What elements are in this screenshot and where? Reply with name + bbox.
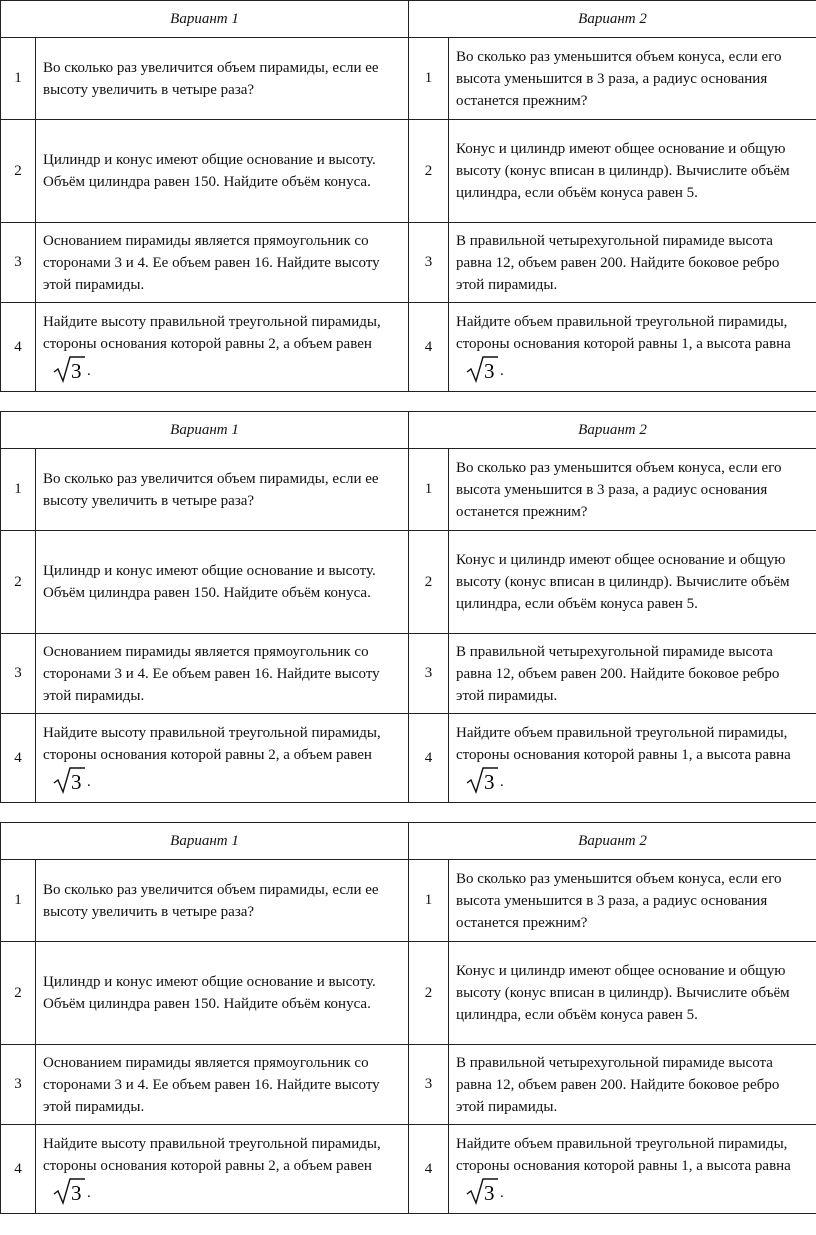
- variant2-task-text: Во сколько раз уменьшится объем конуса, если его высота уменьшится в 3 раза, а радиус основания останется прежним?: [449, 449, 816, 531]
- sqrt-formula: [53, 355, 85, 383]
- variant1-header: Вариант 1: [1, 1, 409, 38]
- task-row: [1, 634, 816, 714]
- task-number: 2: [409, 531, 449, 634]
- task-number: 3: [409, 1045, 449, 1125]
- task-row: [1, 860, 816, 942]
- variant2-task-cell: [449, 303, 816, 392]
- sqrt-formula: [53, 1177, 85, 1205]
- variant1-task-cell: [36, 1125, 409, 1214]
- variant1-header: Вариант 1: [1, 823, 409, 860]
- variant1-task-text: Найдите высоту правильной треугольной пирамиды, стороны основания которой равны 2, а объем равен: [43, 725, 381, 763]
- task-number: 3: [409, 634, 449, 714]
- task-number: 3: [409, 223, 449, 303]
- header-row: [1, 412, 816, 449]
- sentence-end: .: [87, 363, 91, 379]
- sentence-end: .: [500, 774, 504, 790]
- variant2-task-text: Конус и цилиндр имеют общее основание и общую высоту (конус вписан в цилиндр). Вычислите объём цилиндра, если объём конуса равен 5.: [449, 942, 816, 1045]
- task-row: [1, 449, 816, 531]
- task-number: 3: [1, 1045, 36, 1125]
- variant2-header: Вариант 2: [409, 1, 816, 38]
- variant1-task-text: Цилиндр и конус имеют общие основание и высоту. Объём цилиндра равен 150. Найдите объём конуса.: [36, 120, 409, 223]
- task-number: 3: [1, 223, 36, 303]
- sqrt-formula: [466, 766, 498, 794]
- task-row: [1, 223, 816, 303]
- task-number: 2: [1, 531, 36, 634]
- sentence-end: .: [87, 774, 91, 790]
- task-number: 1: [1, 449, 36, 531]
- variant1-task-text: Цилиндр и конус имеют общие основание и высоту. Объём цилиндра равен 150. Найдите объём конуса.: [36, 942, 409, 1045]
- variant-table: [0, 822, 816, 1214]
- variant1-task-text: Основанием пирамиды является прямоугольник со сторонами 3 и 4. Ее объем равен 16. Найдите высоту этой пирамиды.: [36, 1045, 409, 1125]
- task-row: [1, 714, 816, 803]
- task-number: 2: [1, 120, 36, 223]
- variant2-task-text: Во сколько раз уменьшится объем конуса, если его высота уменьшится в 3 раза, а радиус основания останется прежним?: [449, 38, 816, 120]
- task-row: [1, 1125, 816, 1214]
- header-row: [1, 823, 816, 860]
- variant1-task-text: Найдите высоту правильной треугольной пирамиды, стороны основания которой равны 2, а объем равен: [43, 314, 381, 352]
- task-row: [1, 120, 816, 223]
- sentence-end: .: [500, 1185, 504, 1201]
- header-row: [1, 1, 816, 38]
- sqrt-radicand: 3: [484, 359, 495, 383]
- sqrt-radicand: 3: [484, 770, 495, 794]
- variant2-task-text: Найдите объем правильной треугольной пирамиды, стороны основания которой равны 1, а высота равна: [456, 725, 791, 763]
- task-row: [1, 38, 816, 120]
- variant1-header: Вариант 1: [1, 412, 409, 449]
- task-number: 2: [409, 120, 449, 223]
- variant2-header: Вариант 2: [409, 823, 816, 860]
- task-number: 4: [1, 303, 36, 392]
- variant-table: [0, 411, 816, 803]
- variant2-header: Вариант 2: [409, 412, 816, 449]
- task-number: 1: [409, 38, 449, 120]
- variant2-task-text: Конус и цилиндр имеют общее основание и общую высоту (конус вписан в цилиндр). Вычислите объём цилиндра, если объём конуса равен 5.: [449, 120, 816, 223]
- sentence-end: .: [500, 363, 504, 379]
- task-row: [1, 1045, 816, 1125]
- variant-table: [0, 0, 816, 392]
- sqrt-formula: [466, 355, 498, 383]
- variant1-task-text: Найдите высоту правильной треугольной пирамиды, стороны основания которой равны 2, а объем равен: [43, 1136, 381, 1174]
- sqrt-radicand: 3: [484, 1181, 495, 1205]
- variant2-task-text: Конус и цилиндр имеют общее основание и общую высоту (конус вписан в цилиндр). Вычислите объём цилиндра, если объём конуса равен 5.: [449, 531, 816, 634]
- task-number: 1: [1, 38, 36, 120]
- variant2-task-text: Найдите объем правильной треугольной пирамиды, стороны основания которой равны 1, а высота равна: [456, 314, 791, 352]
- variant2-task-text: Найдите объем правильной треугольной пирамиды, стороны основания которой равны 1, а высота равна: [456, 1136, 791, 1174]
- sentence-end: .: [87, 1185, 91, 1201]
- sqrt-formula: [466, 1177, 498, 1205]
- variant2-task-text: В правильной четырехугольной пирамиде высота равна 12, объем равен 200. Найдите боковое ребро этой пирамиды.: [449, 223, 816, 303]
- variant1-task-cell: [36, 303, 409, 392]
- task-number: 4: [409, 1125, 449, 1214]
- task-number: 3: [1, 634, 36, 714]
- variant1-task-text: Во сколько раз увеличится объем пирамиды, если ее высоту увеличить в четыре раза?: [36, 38, 409, 120]
- variant2-task-text: В правильной четырехугольной пирамиде высота равна 12, объем равен 200. Найдите боковое ребро этой пирамиды.: [449, 634, 816, 714]
- variant1-task-text: Основанием пирамиды является прямоугольник со сторонами 3 и 4. Ее объем равен 16. Найдите высоту этой пирамиды.: [36, 223, 409, 303]
- task-row: [1, 942, 816, 1045]
- sqrt-radicand: 3: [71, 1181, 82, 1205]
- variant1-task-text: Основанием пирамиды является прямоугольник со сторонами 3 и 4. Ее объем равен 16. Найдите высоту этой пирамиды.: [36, 634, 409, 714]
- variant2-task-text: Во сколько раз уменьшится объем конуса, если его высота уменьшится в 3 раза, а радиус основания останется прежним?: [449, 860, 816, 942]
- variant2-task-text: В правильной четырехугольной пирамиде высота равна 12, объем равен 200. Найдите боковое ребро этой пирамиды.: [449, 1045, 816, 1125]
- task-number: 1: [1, 860, 36, 942]
- variant1-task-text: Цилиндр и конус имеют общие основание и высоту. Объём цилиндра равен 150. Найдите объём конуса.: [36, 531, 409, 634]
- task-number: 1: [409, 449, 449, 531]
- sqrt-radicand: 3: [71, 359, 82, 383]
- sqrt-formula: [53, 766, 85, 794]
- variant2-task-cell: [449, 714, 816, 803]
- task-number: 2: [409, 942, 449, 1045]
- task-number: 4: [409, 303, 449, 392]
- variant1-task-cell: [36, 714, 409, 803]
- task-row: [1, 531, 816, 634]
- task-row: [1, 303, 816, 392]
- task-number: 4: [1, 1125, 36, 1214]
- task-number: 4: [409, 714, 449, 803]
- task-number: 4: [1, 714, 36, 803]
- task-number: 1: [409, 860, 449, 942]
- variant2-task-cell: [449, 1125, 816, 1214]
- variant1-task-text: Во сколько раз увеличится объем пирамиды, если ее высоту увеличить в четыре раза?: [36, 449, 409, 531]
- variant1-task-text: Во сколько раз увеличится объем пирамиды, если ее высоту увеличить в четыре раза?: [36, 860, 409, 942]
- task-number: 2: [1, 942, 36, 1045]
- sqrt-radicand: 3: [71, 770, 82, 794]
